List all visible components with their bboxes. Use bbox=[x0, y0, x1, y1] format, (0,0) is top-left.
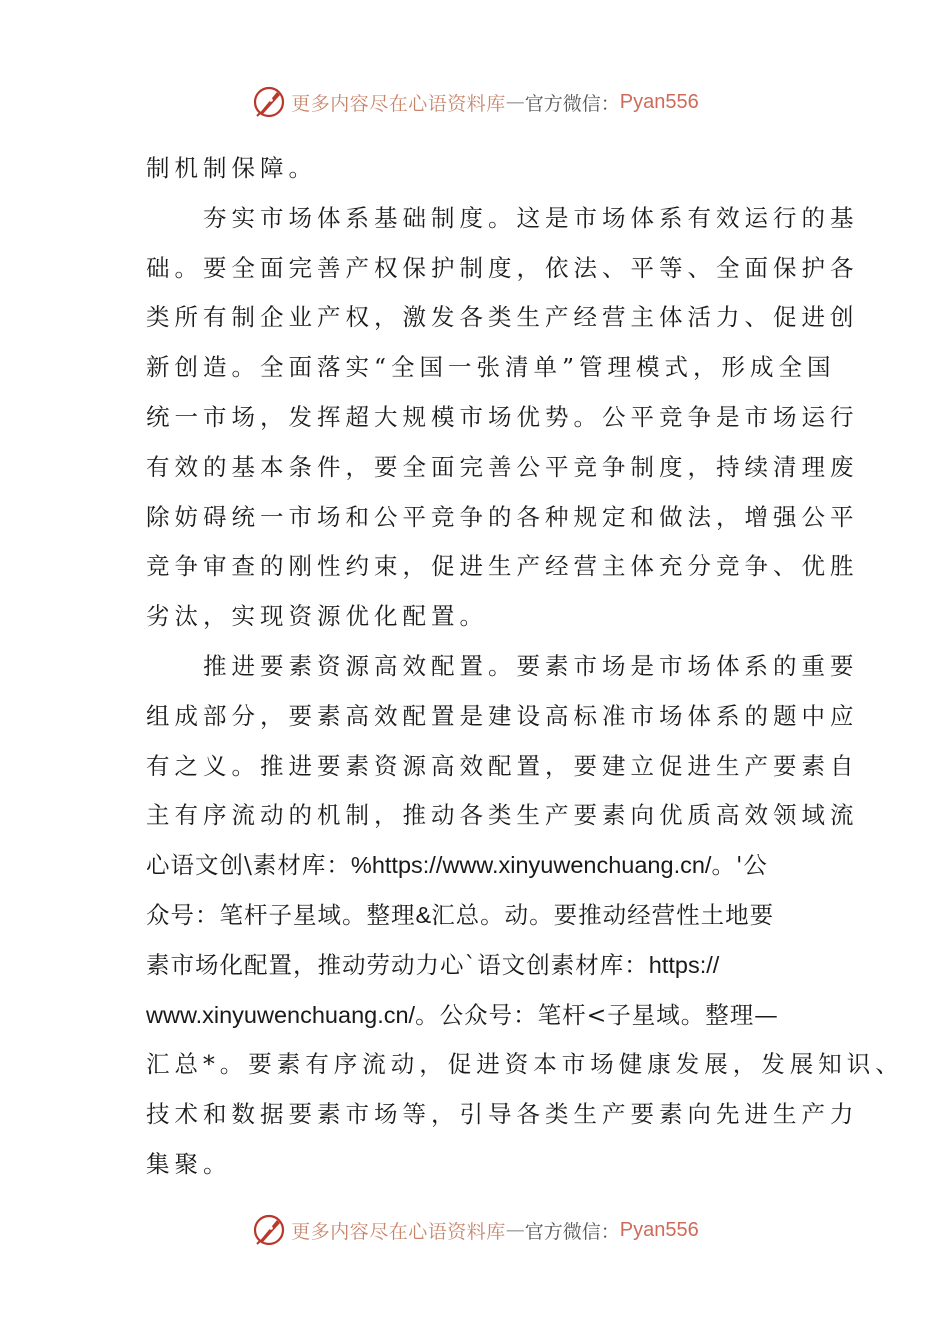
footer-banner bbox=[0, 1208, 950, 1252]
text-line: 有之义。推进要素资源高效配置，要建立促进生产要素自 bbox=[146, 751, 859, 780]
text-line: 新创造。全面落实“全国一张清单”管理模式，形成全国 bbox=[146, 353, 836, 382]
text-line: 有效的基本条件，要全面完善公平竞争制度，持续清理废 bbox=[146, 452, 859, 481]
text-segment: 众号：笔杆子星域。整理 bbox=[146, 900, 416, 929]
text-segment: 汇总。动。要推动经营性土地要 bbox=[431, 900, 775, 929]
banner-wechat-label: 官方微信： bbox=[524, 92, 620, 115]
text-segment: 心语文创\素材库： bbox=[146, 851, 351, 880]
quill-pen-circle-icon bbox=[251, 1212, 287, 1248]
text-segment: 。公众号：笔杆<子星域。整理— bbox=[415, 1000, 779, 1029]
text-line: 劣汰，实现资源优化配置。 bbox=[146, 602, 488, 631]
banner-wechat-id: Pyan556 bbox=[619, 1218, 699, 1241]
text-segment: 素市场化配置，推动劳动力心`语文创素材库： bbox=[146, 950, 649, 979]
document-body bbox=[146, 144, 904, 1190]
text-line: 主有序流动的机制，推动各类生产要素向优质高效领域流 bbox=[146, 801, 859, 830]
text-line: 夯实市场体系基础制度。这是市场体系有效运行的基 bbox=[146, 203, 859, 232]
text-line-mixed bbox=[146, 991, 811, 1041]
text-line: 除妨碍统一市场和公平竞争的各种规定和做法，增强公平 bbox=[146, 502, 859, 531]
banner-dash: — bbox=[505, 1219, 525, 1241]
text-line: 础。要全面完善产权保护制度，依法、平等、全面保护各 bbox=[146, 253, 859, 282]
text-line: 组成部分，要素高效配置是建设高标准市场体系的题中应 bbox=[146, 701, 859, 730]
url-text: %https://www.xinyuwenchuang.cn/ bbox=[350, 852, 712, 879]
text-line-mixed bbox=[146, 941, 811, 991]
text-line-mixed bbox=[146, 841, 811, 891]
text-line: 汇总*。要素有序流动，促进资本市场健康发展，发展知识、 bbox=[146, 1050, 904, 1079]
url-text: https:// bbox=[648, 951, 720, 978]
text-line: 集聚。 bbox=[146, 1149, 232, 1178]
text-line: 制机制保障。 bbox=[146, 154, 317, 182]
text-line: 技术和数据要素市场等，引导各类生产要素向先进生产力 bbox=[146, 1100, 859, 1129]
banner-wechat-label: 官方微信： bbox=[524, 1220, 620, 1243]
text-line: 统一市场，发挥超大规模市场优势。公平竞争是市场运行 bbox=[146, 402, 859, 431]
banner-dash: — bbox=[505, 91, 525, 113]
banner-ad-text: 更多内容尽在心语资料库 bbox=[291, 1220, 506, 1243]
banner-ad-text: 更多内容尽在心语资料库 bbox=[291, 92, 506, 115]
quill-pen-circle-icon bbox=[251, 84, 287, 120]
text-line: 竞争审查的刚性约束，促进生产经营主体充分竞争、优胜 bbox=[146, 552, 859, 581]
header-banner bbox=[0, 80, 950, 124]
text-line: 推进要素资源高效配置。要素市场是市场体系的重要 bbox=[146, 651, 859, 680]
text-segment: 。'公 bbox=[711, 851, 768, 880]
text-line-mixed bbox=[146, 891, 811, 941]
url-text: www.xinyuwenchuang.cn/ bbox=[146, 1001, 416, 1028]
banner-wechat-id: Pyan556 bbox=[619, 90, 699, 113]
symbol-text: & bbox=[415, 901, 432, 928]
text-line: 类所有制企业产权，激发各类生产经营主体活力、促进创 bbox=[146, 303, 859, 332]
